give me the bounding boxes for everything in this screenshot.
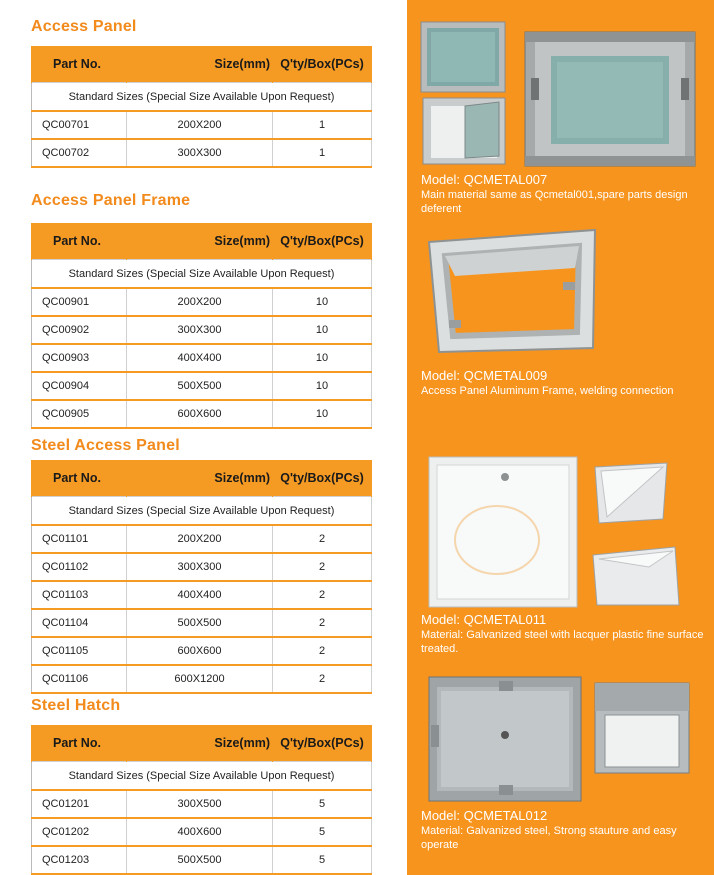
part-number: QC01104	[32, 609, 127, 637]
size-value: 600X1200	[127, 665, 273, 693]
table-row	[32, 581, 372, 609]
part-number: QC00702	[32, 139, 127, 167]
model-label: Model: QCMETAL012	[421, 808, 548, 823]
header-qty: Q'ty/Box(PCs)	[273, 46, 372, 83]
part-number: QC01105	[32, 637, 127, 665]
table-header-row	[32, 223, 372, 260]
access-panel-with-frame-photo	[419, 18, 699, 168]
section-title-steel-hatch: Steel Hatch	[31, 697, 121, 714]
header-qty: Q'ty/Box(PCs)	[273, 223, 372, 260]
part-number: QC01103	[32, 581, 127, 609]
model-description: Access Panel Aluminum Frame, welding connection	[421, 385, 674, 397]
product-caption-qcmetal007	[421, 172, 714, 216]
size-value: 500X500	[127, 372, 273, 400]
qty-value: 2	[273, 553, 372, 581]
header-part-no: Part No.	[32, 223, 127, 260]
part-number: QC00903	[32, 344, 127, 372]
part-number: QC00905	[32, 400, 127, 428]
header-part-no: Part No.	[32, 46, 127, 83]
standard-sizes-note: Standard Sizes (Special Size Available Upon Request)	[32, 497, 372, 526]
table-row	[32, 846, 372, 874]
standard-note-row	[32, 260, 372, 289]
table-row	[32, 525, 372, 553]
table-row	[32, 288, 372, 316]
section-title-steel-access-panel: Steel Access Panel	[31, 437, 180, 454]
header-qty: Q'ty/Box(PCs)	[273, 725, 372, 762]
section-title-access-panel-frame: Access Panel Frame	[31, 192, 191, 209]
aluminum-frame-photo	[425, 228, 605, 358]
part-number: QC00701	[32, 111, 127, 139]
table-header-row	[32, 725, 372, 762]
spec-table-steel-hatch	[31, 725, 372, 875]
model-description: Material: Galvanized steel, Strong stauture and easy operate	[421, 825, 677, 851]
qty-value: 2	[273, 581, 372, 609]
part-number: QC01106	[32, 665, 127, 693]
table-row	[32, 553, 372, 581]
table-row	[32, 400, 372, 428]
model-description: Material: Galvanized steel with lacquer plastic fine surface treated.	[421, 629, 704, 655]
qty-value: 5	[273, 818, 372, 846]
table-row	[32, 818, 372, 846]
table-row	[32, 111, 372, 139]
header-size: Size(mm)	[127, 223, 273, 260]
table-row	[32, 790, 372, 818]
qty-value: 5	[273, 790, 372, 818]
table-row	[32, 609, 372, 637]
standard-note-row	[32, 762, 372, 791]
size-value: 400X400	[127, 344, 273, 372]
part-number: QC01201	[32, 790, 127, 818]
qty-value: 10	[273, 372, 372, 400]
spec-table-steel-access-panel	[31, 460, 372, 694]
table-row	[32, 316, 372, 344]
table-row	[32, 139, 372, 167]
galvanized-steel-hatch-photo	[427, 675, 697, 805]
size-value: 200X200	[127, 111, 273, 139]
qty-value: 10	[273, 316, 372, 344]
header-size: Size(mm)	[127, 46, 273, 83]
table-row	[32, 372, 372, 400]
size-value: 500X500	[127, 609, 273, 637]
size-value: 300X500	[127, 790, 273, 818]
product-caption-qcmetal012	[421, 808, 714, 852]
section-title-access-panel: Access Panel	[31, 18, 137, 35]
qty-value: 5	[273, 846, 372, 874]
size-value: 200X200	[127, 288, 273, 316]
size-value: 600X600	[127, 400, 273, 428]
white-steel-panel-photo	[427, 455, 697, 610]
product-panel	[407, 0, 714, 875]
part-number: QC00904	[32, 372, 127, 400]
part-number: QC00901	[32, 288, 127, 316]
header-qty: Q'ty/Box(PCs)	[273, 460, 372, 497]
qty-value: 2	[273, 665, 372, 693]
qty-value: 2	[273, 525, 372, 553]
table-header-row	[32, 460, 372, 497]
header-part-no: Part No.	[32, 460, 127, 497]
part-number: QC01101	[32, 525, 127, 553]
table-header-row	[32, 46, 372, 83]
standard-sizes-note: Standard Sizes (Special Size Available Upon Request)	[32, 83, 372, 112]
header-part-no: Part No.	[32, 725, 127, 762]
header-size: Size(mm)	[127, 725, 273, 762]
qty-value: 1	[273, 111, 372, 139]
size-value: 300X300	[127, 316, 273, 344]
size-value: 300X300	[127, 553, 273, 581]
spec-table-access-panel	[31, 46, 372, 168]
table-row	[32, 665, 372, 693]
table-row	[32, 344, 372, 372]
part-number: QC00902	[32, 316, 127, 344]
standard-sizes-note: Standard Sizes (Special Size Available Upon Request)	[32, 762, 372, 791]
model-label: Model: QCMETAL011	[421, 612, 547, 627]
qty-value: 10	[273, 344, 372, 372]
product-caption-qcmetal011	[421, 612, 714, 656]
spec-table-access-panel-frame	[31, 223, 372, 429]
header-size: Size(mm)	[127, 460, 273, 497]
qty-value: 1	[273, 139, 372, 167]
model-description: Main material same as Qcmetal001,spare parts design deferent	[421, 189, 688, 215]
qty-value: 10	[273, 400, 372, 428]
part-number: QC01202	[32, 818, 127, 846]
model-label: Model: QCMETAL009	[421, 368, 548, 383]
qty-value: 2	[273, 637, 372, 665]
standard-sizes-note: Standard Sizes (Special Size Available Upon Request)	[32, 260, 372, 289]
part-number: QC01102	[32, 553, 127, 581]
size-value: 200X200	[127, 525, 273, 553]
table-row	[32, 637, 372, 665]
size-value: 600X600	[127, 637, 273, 665]
qty-value: 10	[273, 288, 372, 316]
size-value: 500X500	[127, 846, 273, 874]
standard-note-row	[32, 497, 372, 526]
size-value: 400X400	[127, 581, 273, 609]
size-value: 400X600	[127, 818, 273, 846]
size-value: 300X300	[127, 139, 273, 167]
standard-note-row	[32, 83, 372, 112]
model-label: Model: QCMETAL007	[421, 172, 548, 187]
qty-value: 2	[273, 609, 372, 637]
part-number: QC01203	[32, 846, 127, 874]
product-caption-qcmetal009	[421, 368, 674, 398]
